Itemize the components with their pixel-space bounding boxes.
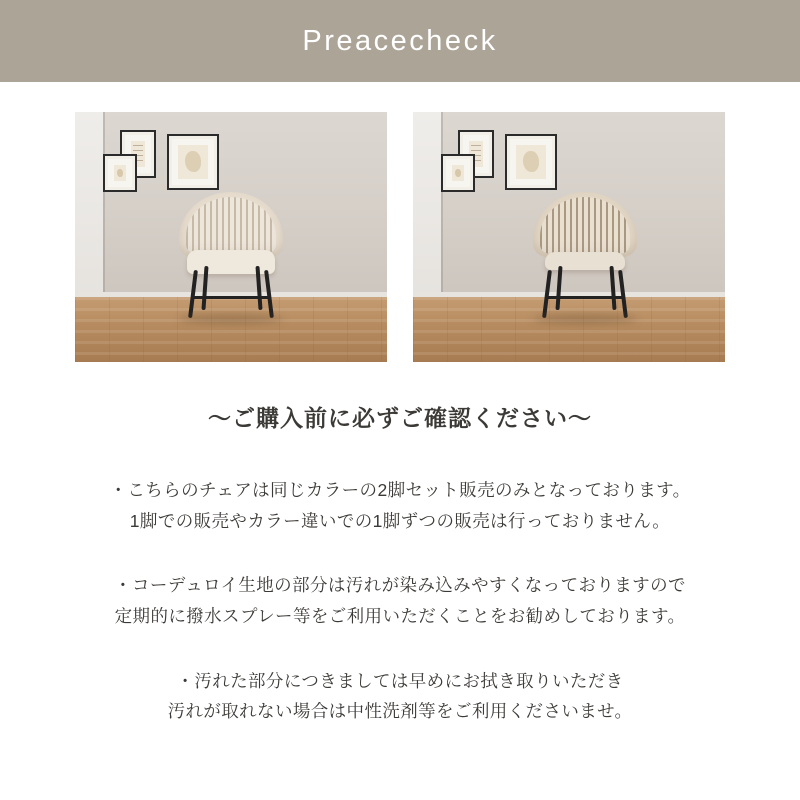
- wall-edge: [103, 112, 105, 297]
- wall-art-frame: [103, 154, 137, 192]
- notice-line: ・コーデュロイ生地の部分は汚れが染み込みやすくなっておりますので: [114, 575, 686, 596]
- wall-edge: [441, 112, 443, 297]
- wall-panel: [75, 112, 103, 297]
- product-photo-front[interactable]: [75, 112, 387, 362]
- product-photo-back[interactable]: [413, 112, 725, 362]
- chair-back-view: [525, 192, 645, 320]
- wall-art-frame: [505, 134, 557, 190]
- page-title: Preacecheck: [302, 24, 498, 57]
- wall-art-frame: [441, 154, 475, 192]
- notice-line: 汚れが取れない場合は中性洗剤等をご利用くださいませ。: [167, 701, 633, 722]
- wall-art-frame: [167, 134, 219, 190]
- wall-panel: [413, 112, 441, 297]
- notice-line: 1脚での販売やカラー違いでの1脚ずつの販売は行っておりません。: [129, 510, 671, 531]
- notice-line: ・こちらのチェアは同じカラーの2脚セット販売のみとなっております。: [109, 480, 691, 500]
- notice-line: 定期的に撥水スプレー等をご利用いただくことをお勧めしております。: [114, 605, 686, 626]
- notice-paragraph-2: [0, 570, 800, 631]
- notice-paragraph-1: [0, 475, 800, 536]
- notice-subtitle: 〜ご購入前に必ずご確認ください〜: [208, 405, 592, 431]
- notice-paragraph-3: [0, 666, 800, 727]
- page-header: [0, 0, 800, 82]
- chair-front: [171, 192, 291, 320]
- notice-line: ・汚れた部分につきましては早めにお拭き取りいただき: [176, 670, 624, 691]
- product-image-gallery: [0, 112, 800, 362]
